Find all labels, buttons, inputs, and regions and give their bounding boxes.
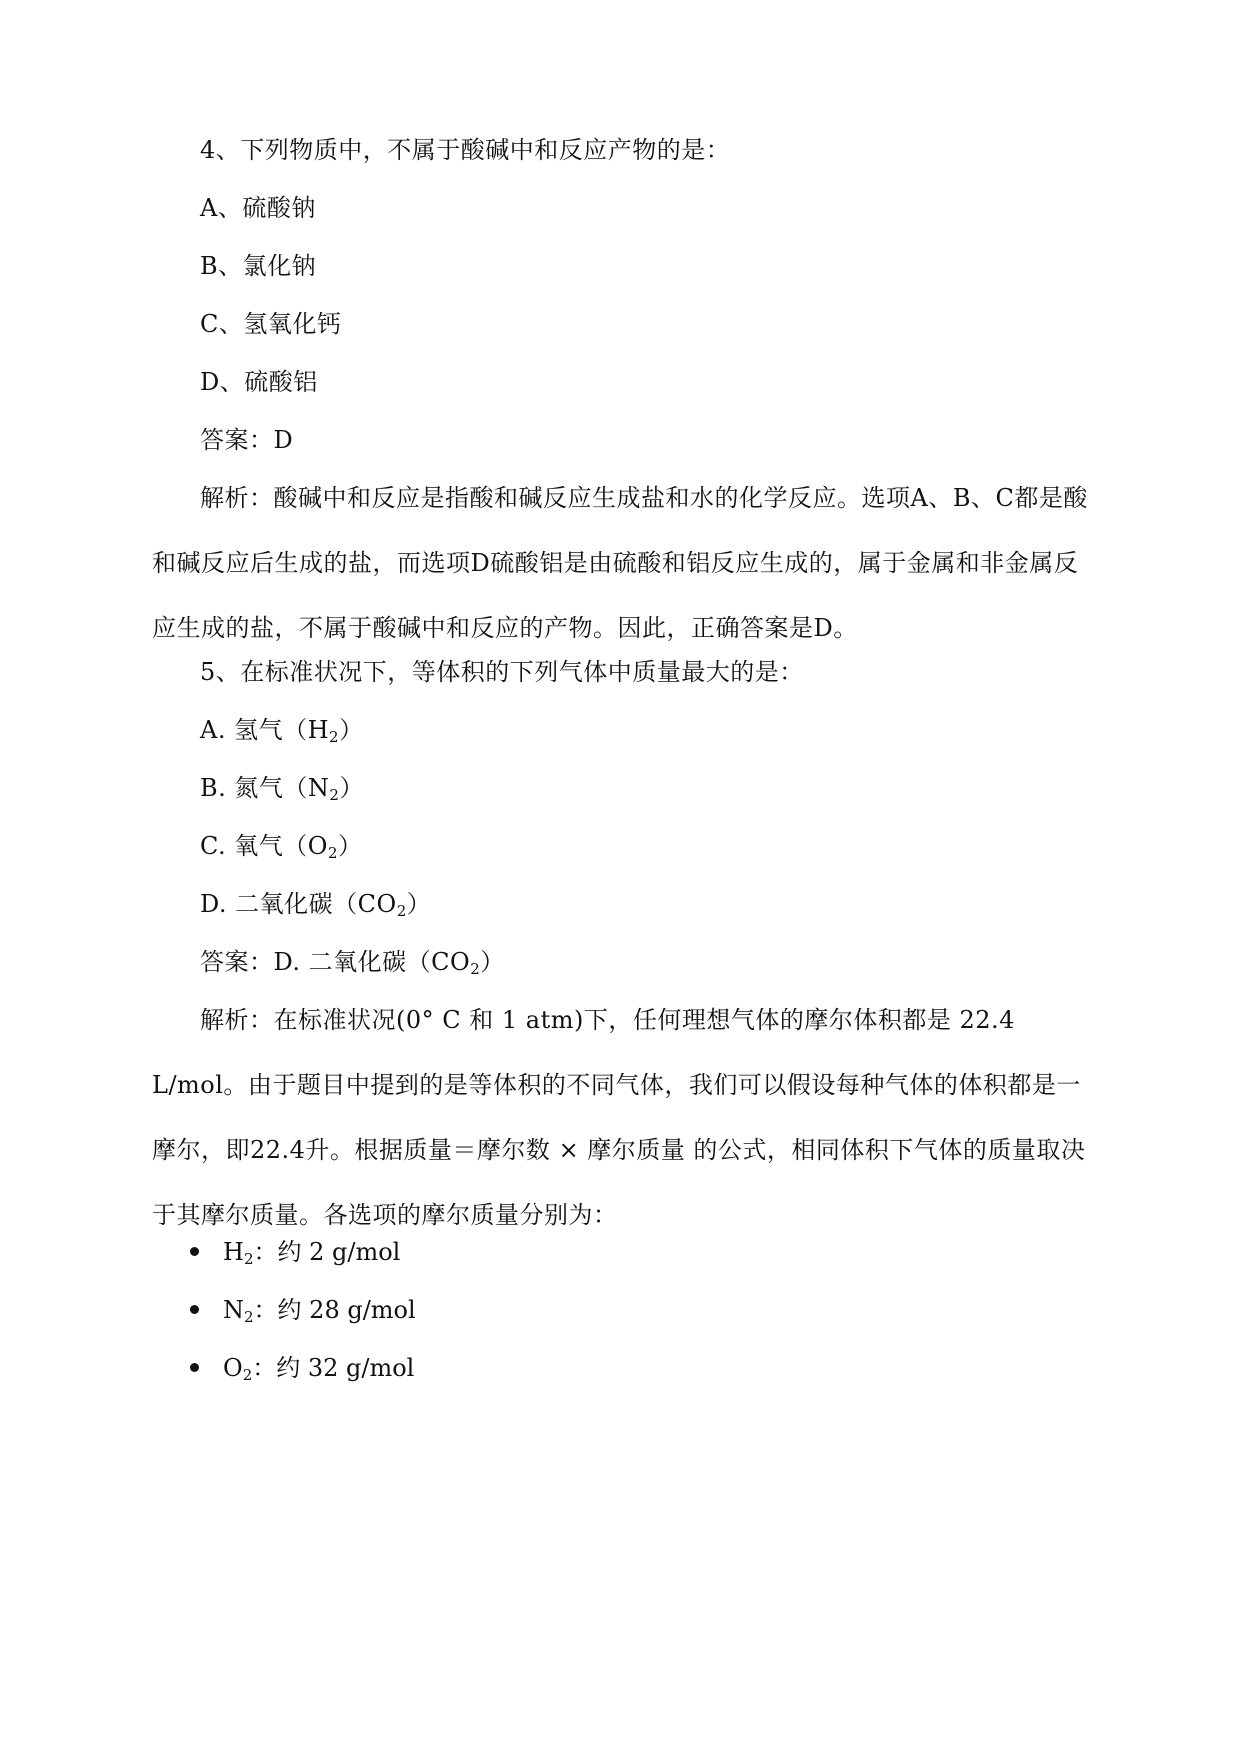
q5-question: 5、在标准状况下，等体积的下列气体中质量最大的是： [200, 658, 804, 686]
q5-option-b-prefix: B. 氮气（N [200, 774, 330, 802]
q5-option-d-prefix: D. 二氧化碳（CO [200, 890, 397, 918]
molar-mass-sub: 2 [242, 1366, 253, 1384]
q5-option-c-suffix: ） [338, 832, 363, 860]
q5-option-c-sub: 2 [327, 844, 338, 862]
q5-option-b-sub: 2 [329, 786, 340, 804]
molar-mass-sub: 2 [243, 1250, 254, 1268]
q5-option-a [200, 713, 364, 747]
q4-question: 4、下列物质中，不属于酸碱中和反应产物的是： [200, 136, 731, 164]
q5-option-a-sub: 2 [329, 728, 340, 746]
q4-option-c: C、氢氧化钙 [200, 310, 342, 338]
q5-answer-prefix: 答案：D. 二氧化碳（CO [200, 948, 471, 976]
q5-option-c [200, 829, 363, 863]
molar-mass-value: ：约 2 g/mol [253, 1238, 401, 1266]
q5-option-d-suffix: ） [406, 890, 432, 918]
bullet-icon [190, 1363, 199, 1372]
q4-option-d: D、硫酸铝 [200, 368, 318, 396]
molar-mass-formula: N [223, 1296, 244, 1324]
molar-mass-value: ：约 32 g/mol [252, 1354, 415, 1382]
q4-analysis: 解析：酸碱中和反应是指酸和碱反应生成盐和水的化学反应。选项A、B、C都是酸和碱反应后生成的盐，而选项D硫酸铝是由硫酸和铝反应生成的，属于金属和非金属反应生成的盐，不属于酸碱中和反应的产物。因此，正确答案是D。 [152, 484, 1088, 642]
q5-answer [200, 945, 505, 979]
q5-option-c-prefix: C. 氧气（O [200, 832, 328, 860]
bullet-icon [190, 1247, 199, 1256]
q4-option-b: B、氯化钠 [200, 252, 317, 280]
list-item [190, 1235, 400, 1269]
molar-mass-formula: O [223, 1354, 243, 1382]
list-item [190, 1351, 414, 1385]
q5-option-d [200, 887, 431, 921]
bullet-icon [190, 1305, 199, 1314]
q5-option-a-prefix: A. 氢气（H [200, 716, 330, 744]
q5-answer-suffix: ） [480, 948, 505, 976]
q5-analysis: 解析：在标准状况(0° C 和 1 atm)下，任何理想气体的摩尔体积都是 22.4 L/mol。由于题目中提到的是等体积的不同气体，我们可以假设每种气体的体积都是一摩尔，即22.4升。根据质量＝摩尔数 × 摩尔质量 的公式，相同体积下气体的质量取决于其摩尔质量。各选项的摩尔质量分别为： [152, 1006, 1086, 1229]
molar-mass-value: ：约 28 g/mol [253, 1296, 416, 1324]
q5-option-d-sub: 2 [396, 902, 407, 920]
q4-option-a: A、硫酸钠 [200, 194, 316, 222]
molar-mass-formula: H [223, 1238, 244, 1266]
molar-mass-sub: 2 [244, 1308, 254, 1326]
q5-option-b-suffix: ） [339, 774, 364, 802]
q5-option-b [200, 771, 364, 805]
list-item [190, 1293, 416, 1327]
q5-answer-sub: 2 [470, 960, 481, 978]
q5-option-a-suffix: ） [339, 716, 364, 744]
q4-answer: 答案：D [200, 426, 294, 454]
